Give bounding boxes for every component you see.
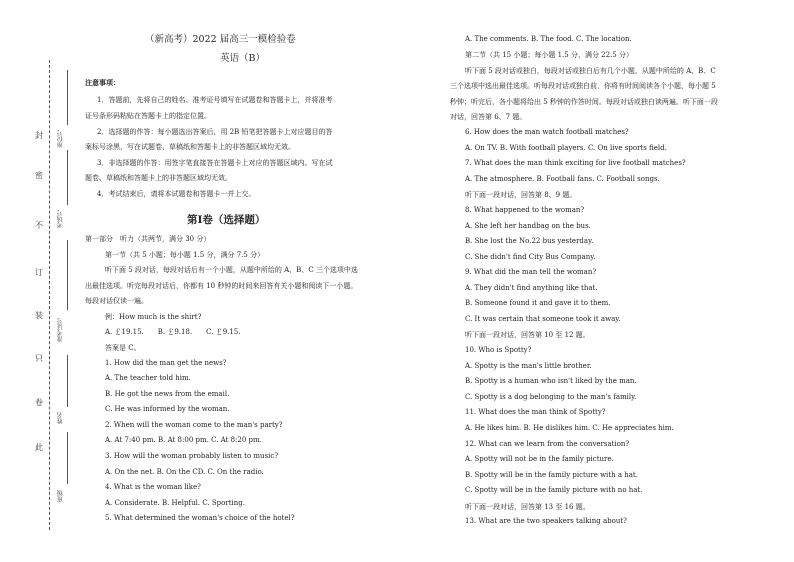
question: 10. Who is Spotty?: [465, 346, 532, 354]
option: A. On the net. B. On the CD. C. On the radio.: [105, 468, 264, 476]
option: A. Spotty is the man's little brother.: [465, 362, 592, 370]
question: 11. What does the man think of Spotty?: [465, 408, 606, 416]
instruction-line: 对话，回答第 6、7 题。: [450, 113, 527, 121]
binding-margin: [0, 0, 75, 562]
option: C. Spotty is a dog belonging to the man's family.: [465, 393, 637, 401]
option: C. Spotty will be in the family picture with no hat.: [465, 486, 643, 494]
exam-room-line: [67, 150, 68, 205]
text-line: 第一节（共 5 小题；每小题 1.5 分，满分 7.5 分）: [105, 251, 265, 259]
option: C. She didn't find City Bus Company.: [465, 253, 596, 261]
question: 5. What determined the woman's choice of the hotel?: [105, 514, 295, 522]
subject-title: 英语（B）: [220, 53, 265, 64]
option: A. Spotty will not be in the family picture.: [465, 455, 614, 463]
notice-line: 证号条形码粘贴在答题卡上的指定位置。: [85, 112, 211, 120]
cut-char: 此: [35, 440, 43, 455]
notice-line: 3．非选择题的作答：用签字笔直接答在答题卡上对应的答题区域内。写在试: [97, 159, 333, 167]
text-line: 听下面 5 段对话，每段对话后有一个小题，从题中所给的 A、B、C 三个选项中选: [105, 266, 358, 274]
example-question: 例：How much is the shirt?: [105, 313, 202, 321]
seat-number-line: [67, 70, 68, 125]
option: A. The comments. B. The food. C. The location.: [465, 35, 632, 43]
option: A. Considerate. B. Helpful. C. Sporting.: [105, 499, 245, 507]
notice-line: 1．答题前，先将自己的姓名、准考证号填写在试题卷和答题卡上，并将准考: [97, 96, 333, 104]
cut-char: 封: [35, 128, 43, 143]
class-label: 班级: [57, 490, 64, 502]
question: 3. How will the woman probably listen to music?: [105, 452, 279, 460]
name-line: [67, 355, 68, 407]
name-label: 姓名: [57, 412, 64, 424]
seat-number-label: 座位号: [57, 130, 64, 148]
option: C. It was certain that someone took it away.: [465, 315, 621, 323]
option: C. He was informed by the woman.: [105, 405, 230, 413]
class-line: [67, 432, 68, 484]
exam-title: （新高考）2022 届高三一模检验卷: [145, 34, 296, 45]
question: 6. How does the man watch football matches?: [465, 128, 629, 136]
section-heading: 第二节（共 15 小题；每小题 1.5 分，满分 22.5 分）: [465, 51, 633, 59]
option: B. Spotty will be in the family picture with a hat.: [465, 471, 638, 479]
cut-line: [49, 60, 50, 530]
question: 9. What did the man tell the woman?: [465, 268, 597, 276]
question: 13. What are the two speakers talking about?: [465, 517, 627, 525]
option: A. She left her handbag on the bus.: [465, 222, 591, 230]
notice-line: 案标号涂黑，写在试题卷、草稿纸和答题卡上的非答题区域均无效。: [85, 143, 295, 151]
option: B. He got the news from the email.: [105, 390, 230, 398]
section-title: 第Ⅰ卷（选择题）: [187, 214, 266, 226]
notice-line: 4．考试结束后，请将本试题卷和答题卡一并上交。: [97, 190, 256, 198]
instruction-line: 听下面一段对话，回答第 8、9 题。: [465, 191, 577, 199]
option: A. They didn't find anything like that.: [465, 284, 598, 292]
question: 7. What does the man think exciting for live football matches?: [465, 159, 686, 167]
question: 1. How did the man get the news?: [105, 359, 227, 367]
option: B. She lost the No.22 bus yesterday.: [465, 237, 594, 245]
example-options: A. ￡19.15. B. ￡9.18. C. ￡9.15.: [105, 328, 241, 336]
instruction-line: 三个选项中选出最佳选项。听每段对话或独白前，你将有时间阅读各个小题，每小题 5: [450, 82, 716, 90]
admission-number-line: [67, 240, 68, 310]
question: 4. What is the woman like?: [105, 483, 201, 491]
cut-char: 只: [35, 351, 43, 366]
instruction-line: 秒钟；听完后，各小题将给出 5 秒钟的作答时间。每段对话或独白读两遍。听下面一段: [450, 98, 718, 106]
instruction-line: 听下面 5 段对话或独白，每段对话或独白后有几个小题，从题中所给的 A、B、C: [465, 67, 716, 75]
cut-char: 装: [35, 308, 43, 323]
admission-number-label: 准考证号: [57, 318, 64, 342]
question: 8. What happened to the woman?: [465, 206, 585, 214]
notice-heading: 注意事项：: [85, 78, 120, 87]
text-line: 每段对话仅读一遍。: [85, 297, 148, 305]
cut-char: 不: [35, 218, 43, 233]
option: A. At 7:40 pm. B. At 8:00 pm. C. At 8:20 pm.: [105, 436, 262, 444]
question: 12. What can we learn from the conversation?: [465, 440, 630, 448]
question: 2. When will the woman come to the man's party?: [105, 421, 283, 429]
cut-char: 订: [35, 265, 43, 280]
instruction-line: 听下面一段对话，回答第 13 至 16 题。: [465, 503, 590, 511]
exam-room-label: 考场号: [57, 210, 64, 228]
text-line: 出最佳选项。听完每段对话后，你都有 10 秒钟的时间来回答有关小题和阅读下一小题。: [85, 282, 358, 290]
option: A. He likes him. B. He dislikes him. C. He appreciates him.: [465, 424, 674, 432]
option: A. On TV. B. With football players. C. On live sports field.: [465, 144, 667, 152]
option: A. The teacher told him.: [105, 374, 191, 382]
cut-char: 密: [35, 168, 43, 183]
example-answer: 答案是 C。: [105, 344, 141, 352]
option: A. The atmosphere. B. Football fans. C. Football songs.: [465, 175, 660, 183]
option: B. Someone found it and gave it to them.: [465, 299, 611, 307]
instruction-line: 听下面一段对话，回答第 10 至 12 题。: [465, 331, 590, 339]
cut-char: 卷: [35, 395, 43, 410]
notice-line: 题卷、草稿纸和答题卡上的非答题区域均无效。: [85, 174, 232, 182]
notice-line: 2．选择题的作答：每小题选出答案后，用 2B 铅笔把答题卡上对应题目的答: [97, 128, 333, 136]
option: B. Spotty is a human who isn't liked by the man.: [465, 377, 637, 385]
text-line: 第一部分 听力（共两节，满分 30 分）: [85, 235, 211, 243]
